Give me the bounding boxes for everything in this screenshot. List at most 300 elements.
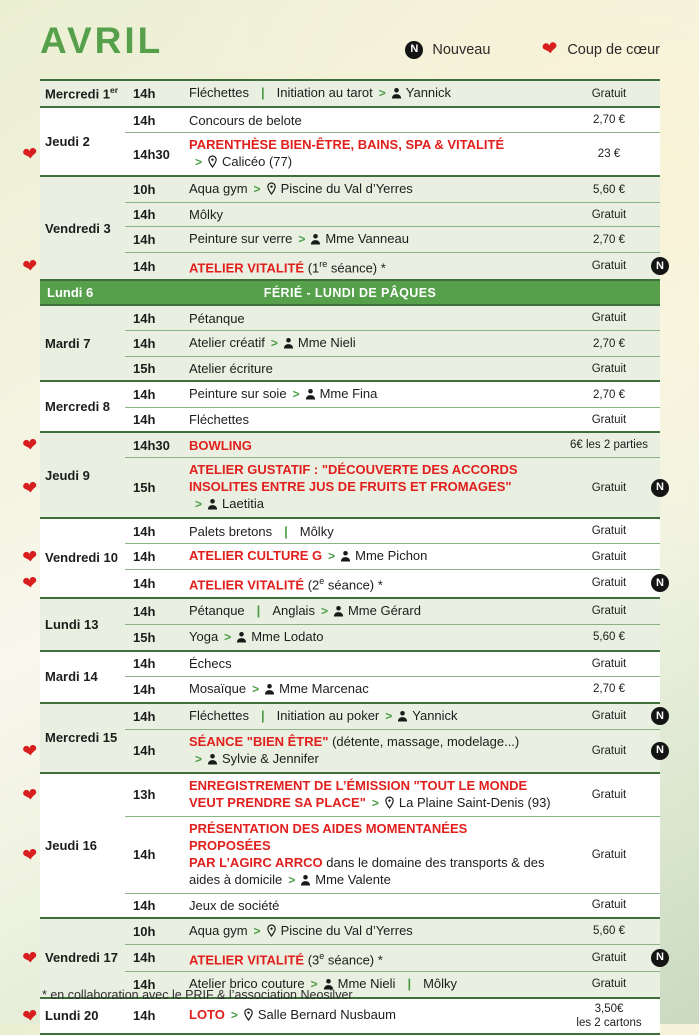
schedule-row	[125, 519, 660, 543]
price-line: Gratuit	[591, 710, 627, 723]
price-label	[558, 438, 660, 452]
activity-text: (3	[304, 951, 320, 967]
date-superscript: er	[110, 85, 119, 96]
person-icon	[391, 86, 402, 103]
person-icon	[300, 873, 311, 890]
activity-title-red: ATELIER VITALITÉ	[189, 577, 305, 593]
activity-description	[189, 437, 558, 454]
price-label	[558, 630, 660, 644]
price-label	[558, 977, 660, 991]
price-label	[558, 311, 660, 325]
date-label: Jeudi 2	[45, 134, 90, 149]
activity-description	[189, 206, 558, 223]
activity-description	[189, 385, 558, 404]
heart-icon: ❤	[21, 434, 39, 457]
day-rows	[125, 652, 660, 702]
day-rows	[125, 306, 660, 380]
date-label: Vendredi 10	[45, 550, 118, 566]
activity-text: Atelier écriture	[189, 361, 273, 377]
price-label	[558, 788, 660, 802]
time-label: 14h	[133, 310, 156, 326]
date-label: Jeudi 9	[45, 467, 90, 483]
activity-title-red: ATELIER VITALITÉ	[189, 951, 305, 967]
schedule-row	[125, 652, 660, 676]
new-badge-icon: N	[651, 949, 669, 967]
person-icon	[310, 232, 321, 249]
arrow-icon: >	[310, 976, 318, 991]
activity-text: Môlky	[299, 523, 334, 539]
day-group	[21, 175, 664, 279]
arrow-icon: >	[253, 182, 261, 196]
time-label: 14h	[133, 950, 156, 966]
page-title: AVRIL	[40, 20, 164, 61]
date-cell	[40, 382, 125, 431]
person-icon	[236, 630, 247, 647]
price-line: Gratuit	[591, 550, 627, 563]
day-group	[21, 517, 664, 596]
schedule-row	[125, 704, 664, 729]
arrow-icon: >	[371, 795, 379, 810]
date-cell	[40, 519, 125, 596]
superscript-text: e	[319, 950, 325, 961]
price-line: Gratuit	[591, 481, 627, 494]
time-label: 14h	[133, 387, 156, 403]
day-group	[40, 279, 660, 304]
date-cell	[40, 81, 125, 106]
activity-title-red: ENREGISTREMENT DE L’ÉMISSION "TOUT LE MONDE	[189, 777, 528, 793]
date-label: Lundi 13	[45, 616, 99, 632]
price-label	[558, 113, 660, 127]
price-line: Gratuit	[591, 208, 627, 221]
activity-description	[189, 897, 558, 914]
activity-text: Laetitia	[222, 496, 264, 512]
time-label: 14h	[133, 112, 156, 128]
activity-description	[189, 523, 558, 540]
time-label: 14h	[133, 681, 156, 697]
banner-date-label: Lundi 6	[47, 285, 94, 301]
activity-text: Mme Nieli	[297, 335, 356, 351]
activity-text: Initiation au tarot	[276, 85, 373, 100]
date-cell	[40, 599, 125, 650]
activity-text: Fléchettes	[189, 412, 249, 428]
arrow-icon: >	[288, 872, 296, 887]
activity-text: Anglais	[272, 602, 315, 618]
day-rows	[125, 81, 660, 106]
heart-icon: ❤	[21, 143, 39, 165]
price-line: 2,70 €	[593, 114, 625, 126]
time-label: 13h	[133, 787, 156, 803]
price-line: 5,60 €	[593, 631, 625, 644]
activity-text: Échecs	[189, 656, 232, 672]
time-label: 10h	[133, 182, 156, 197]
activity-text: Mme Vanneau	[325, 231, 409, 246]
activity-text: Mosaïque	[189, 680, 247, 696]
activity-description	[189, 547, 558, 566]
activity-title-red: ATELIER VITALITÉ	[189, 260, 305, 276]
activity-description	[189, 733, 558, 769]
activity-description	[189, 820, 558, 890]
time-label: 14h	[133, 708, 156, 724]
activity-description	[189, 680, 558, 699]
separator-pipe-icon: |	[260, 707, 265, 723]
activity-text: Aqua gym	[189, 181, 248, 196]
schedule-row	[125, 893, 660, 917]
price-label	[558, 524, 660, 538]
date-cell	[40, 108, 125, 175]
activity-text: Mme Gérard	[347, 602, 421, 618]
activity-text: Mme Valente	[315, 871, 391, 887]
time-label: 14h	[133, 575, 156, 591]
activity-description	[189, 112, 558, 129]
activity-text: Sylvie & Jennifer	[222, 750, 319, 766]
legend-new	[405, 41, 490, 59]
price-label	[558, 388, 660, 402]
schedule-row	[125, 202, 660, 226]
day-group	[40, 380, 660, 431]
day-group	[40, 79, 660, 106]
activity-text: Atelier brico couture	[189, 975, 305, 991]
activity-description	[189, 1006, 558, 1025]
separator-pipe-icon: |	[407, 975, 412, 991]
price-line: Gratuit	[591, 260, 627, 273]
price-label	[558, 848, 660, 862]
schedule-row	[125, 226, 660, 252]
price-label	[558, 550, 660, 564]
time-label: 14h	[133, 847, 156, 863]
activity-title-red: ATELIER CULTURE G	[189, 548, 323, 564]
heart-icon: ❤	[21, 476, 39, 499]
activity-text: Môlky	[423, 975, 458, 991]
date-cell	[40, 652, 125, 702]
activity-text: Salle Bernard Nusbaum	[257, 1007, 396, 1023]
banner-label: FÉRIÉ - LUNDI DE PÂQUES	[263, 285, 437, 300]
activity-text: Fléchettes	[189, 707, 249, 723]
date-cell	[40, 433, 125, 517]
arrow-icon: >	[195, 751, 203, 766]
location-icon	[266, 924, 277, 941]
time-label: 14h	[133, 412, 156, 428]
legend	[405, 37, 660, 62]
activity-text: aides à domicile	[189, 871, 283, 887]
person-icon	[333, 604, 344, 621]
activity-description	[189, 230, 558, 249]
price-label	[558, 709, 660, 723]
arrow-icon: >	[253, 923, 261, 938]
price-label	[558, 413, 660, 427]
legend-favorite-label: Coup de cœur	[567, 41, 660, 58]
activity-description	[189, 602, 558, 621]
new-badge-icon: N	[651, 742, 669, 760]
activity-title-red: PAR L’AGIRC ARRCO	[189, 854, 323, 870]
activity-text: Môlky	[189, 207, 223, 222]
schedule-row	[125, 382, 660, 407]
activity-text: (détente, massage, modelage...)	[328, 733, 520, 749]
date-cell	[40, 306, 125, 380]
price-line: Gratuit	[591, 362, 627, 375]
price-label	[558, 481, 660, 495]
schedule-row	[125, 306, 660, 330]
activity-text: (1	[304, 260, 320, 276]
activity-description	[189, 84, 558, 103]
time-label: 14h	[133, 207, 156, 222]
person-icon	[305, 387, 316, 404]
price-label	[558, 208, 660, 222]
schedule-row	[125, 81, 660, 106]
legend-new-label: Nouveau	[432, 41, 491, 58]
time-label: 14h	[133, 897, 156, 913]
date-label: Mardi 14	[45, 669, 98, 685]
activity-description	[189, 411, 558, 428]
activity-text: dans le domaine des transports & des	[322, 854, 545, 870]
activity-description	[189, 360, 558, 377]
price-label	[558, 898, 660, 912]
arrow-icon: >	[230, 1008, 238, 1023]
arrow-icon: >	[224, 629, 232, 644]
activity-description	[189, 948, 558, 968]
day-group	[21, 772, 660, 917]
arrow-icon: >	[195, 497, 203, 512]
time-label: 14h	[133, 656, 156, 672]
price-line: 2,70 €	[593, 233, 625, 246]
date-label: Mardi 7	[45, 335, 91, 351]
date-label: Lundi 20	[45, 1008, 99, 1024]
person-icon	[207, 497, 218, 514]
activity-text: séance) *	[324, 951, 383, 967]
schedule-row	[21, 774, 660, 816]
activity-description	[189, 256, 558, 276]
arrow-icon: >	[292, 387, 300, 402]
price-line: Gratuit	[591, 978, 627, 991]
heart-icon: ❤	[541, 37, 560, 62]
time-label: 14h	[133, 258, 156, 274]
heart-icon: ❤	[21, 739, 39, 762]
time-label: 14h	[133, 603, 156, 619]
price-label	[558, 183, 660, 197]
price-line: Gratuit	[591, 312, 627, 325]
date-cell	[40, 774, 125, 917]
activity-text: Mme Nieli	[337, 975, 396, 991]
time-label: 14h	[133, 86, 156, 101]
date-cell	[40, 919, 125, 997]
footnote: * en collaboration avec le PRIF & l’association Neosilver	[42, 988, 353, 1002]
schedule-row	[125, 676, 660, 702]
separator-pipe-icon: |	[260, 85, 265, 100]
heart-icon: ❤	[21, 1005, 39, 1027]
date-cell	[40, 704, 125, 772]
activity-text: Calicéo (77)	[222, 154, 293, 169]
activity-title-red: ATELIER GUSTATIF : "DÉCOUVERTE DES ACCORDS	[189, 462, 518, 478]
superscript-text: re	[319, 259, 328, 269]
arrow-icon: >	[298, 232, 306, 246]
arrow-icon: >	[195, 155, 203, 169]
price-line: Gratuit	[591, 951, 627, 964]
price-label	[558, 259, 660, 273]
activity-title-red: PRÉSENTATION DES AIDES MOMENTANÉES PROPOSÉES	[189, 820, 468, 853]
activity-title-red: PARENTHÈSE BIEN-ÊTRE, BAINS, SPA & VITALITÉ	[189, 137, 505, 152]
schedule-row	[125, 624, 660, 650]
price-line: Gratuit	[591, 744, 627, 757]
activity-text: séance) *	[327, 260, 386, 276]
activity-text: La Plaine Saint-Denis (93)	[398, 794, 551, 810]
activity-description	[189, 707, 558, 726]
person-icon	[397, 709, 408, 726]
arrow-icon: >	[385, 708, 393, 723]
schedule-row	[125, 599, 660, 624]
activity-description	[189, 655, 558, 672]
price-line: 5,60 €	[593, 183, 625, 196]
price-line: 3,50€	[594, 1002, 624, 1015]
arrow-icon: >	[270, 336, 278, 351]
price-line: Gratuit	[591, 899, 627, 912]
new-badge-icon: N	[651, 574, 669, 592]
day-group	[21, 106, 660, 175]
person-icon	[340, 549, 351, 566]
schedule-row	[125, 919, 660, 944]
legend-favorite	[541, 37, 660, 62]
date-label: Mercredi 15	[45, 730, 118, 746]
price-line: Gratuit	[591, 788, 627, 801]
schedule-row	[125, 356, 660, 380]
price-line: Gratuit	[591, 87, 627, 100]
price-line: 2,70 €	[593, 337, 625, 350]
location-icon	[266, 182, 277, 199]
schedule-row	[21, 569, 664, 596]
activity-description	[189, 136, 558, 172]
time-label: 14h	[133, 976, 156, 992]
price-line: 5,60 €	[593, 925, 625, 938]
price-line: 2,70 €	[593, 683, 625, 696]
activity-text: Fléchettes	[189, 85, 249, 100]
activity-text: (2	[304, 577, 320, 593]
location-icon	[207, 155, 218, 172]
heart-icon: ❤	[21, 255, 39, 278]
person-icon	[283, 336, 294, 353]
activity-title-red: SÉANCE "BIEN ÊTRE"	[189, 733, 329, 749]
day-group	[21, 702, 664, 772]
separator-pipe-icon: |	[284, 523, 288, 539]
activity-text: Mme Marcenac	[279, 680, 369, 696]
person-icon	[264, 682, 275, 699]
activity-text: Yannick	[405, 85, 452, 100]
date-cell	[40, 999, 125, 1033]
activity-title-red: LOTO	[189, 1007, 225, 1023]
activity-description	[189, 573, 558, 593]
new-badge-icon: N	[651, 707, 669, 725]
date-cell	[40, 177, 125, 279]
activity-text: Initiation au poker	[276, 707, 380, 723]
time-label: 14h	[133, 523, 156, 539]
activity-text: Peinture sur soie	[189, 386, 287, 402]
price-label	[558, 657, 660, 671]
activity-text: séance) *	[324, 577, 383, 593]
activity-description	[189, 180, 558, 199]
new-badge-icon: N	[651, 479, 669, 497]
activity-text: Piscine du Val d’Yerres	[280, 922, 413, 938]
superscript-text: e	[319, 576, 325, 587]
price-label	[558, 744, 660, 758]
time-label: 14h	[133, 232, 156, 247]
price-line: 23 €	[597, 148, 621, 160]
price-line-2: les 2 cartons	[576, 1016, 642, 1029]
activity-text: Concours de belote	[189, 112, 302, 128]
day-group	[40, 650, 660, 702]
arrow-icon: >	[320, 603, 328, 618]
price-label	[558, 362, 660, 376]
activity-description	[189, 310, 558, 327]
activity-description	[189, 922, 558, 941]
schedule-row	[21, 252, 664, 279]
price-label	[558, 924, 660, 938]
price-line: 6€ les 2 parties	[570, 439, 648, 452]
price-label	[558, 604, 660, 618]
date-label: Jeudi 16	[45, 837, 98, 853]
time-label: 10h	[133, 923, 156, 939]
time-label: 14h	[133, 743, 156, 759]
price-line: Gratuit	[591, 657, 627, 670]
price-line: Gratuit	[591, 605, 627, 618]
price-label	[558, 682, 660, 696]
day-group	[21, 997, 660, 1033]
activity-text: Mme Pichon	[355, 548, 428, 564]
time-label: 15h	[133, 629, 156, 645]
heart-icon: ❤	[21, 572, 39, 595]
schedule-row	[125, 407, 660, 431]
activity-description	[189, 461, 558, 514]
price-line: Gratuit	[591, 577, 627, 590]
separator-pipe-icon: |	[256, 602, 261, 618]
heart-icon: ❤	[21, 545, 39, 568]
activity-text: Atelier créatif	[189, 335, 265, 351]
date-label: Vendredi 17	[45, 950, 118, 966]
schedule-table	[21, 79, 664, 1035]
activity-text: Jeux de société	[189, 897, 280, 913]
activity-description	[189, 777, 558, 813]
date-label: Mercredi 1er	[45, 85, 119, 102]
person-icon	[207, 752, 218, 769]
price-line: 2,70 €	[593, 388, 625, 401]
price-line: Gratuit	[591, 525, 627, 538]
time-label: 15h	[133, 361, 156, 377]
day-group	[21, 917, 664, 997]
day-group	[40, 597, 660, 650]
price-label	[558, 1002, 660, 1030]
price-label	[558, 951, 660, 965]
activity-text: Mme Fina	[319, 386, 378, 402]
time-label: 14h	[133, 336, 156, 352]
time-label: 14h	[133, 549, 156, 565]
activity-text: Pétanque	[189, 310, 245, 326]
price-label	[558, 233, 660, 247]
time-label: 14h30	[133, 437, 170, 453]
price-line: Gratuit	[591, 848, 627, 861]
location-icon	[384, 796, 395, 813]
arrow-icon: >	[378, 86, 386, 100]
date-label: Mercredi 8	[45, 399, 111, 415]
day-group	[40, 304, 660, 380]
price-label	[558, 337, 660, 351]
activity-title-red: VEUT PRENDRE SA PLACE"	[189, 794, 366, 810]
activity-text: Aqua gym	[189, 922, 248, 938]
heart-icon: ❤	[21, 783, 39, 806]
activity-text: Yannick	[412, 707, 458, 723]
new-badge-icon: N	[405, 41, 423, 59]
day-group	[21, 431, 664, 517]
date-label: Vendredi 3	[45, 220, 111, 236]
arrow-icon: >	[252, 681, 260, 696]
activity-text: Palets bretons	[189, 523, 273, 539]
time-label: 14h30	[133, 146, 170, 162]
time-label: 14h	[133, 1008, 156, 1024]
